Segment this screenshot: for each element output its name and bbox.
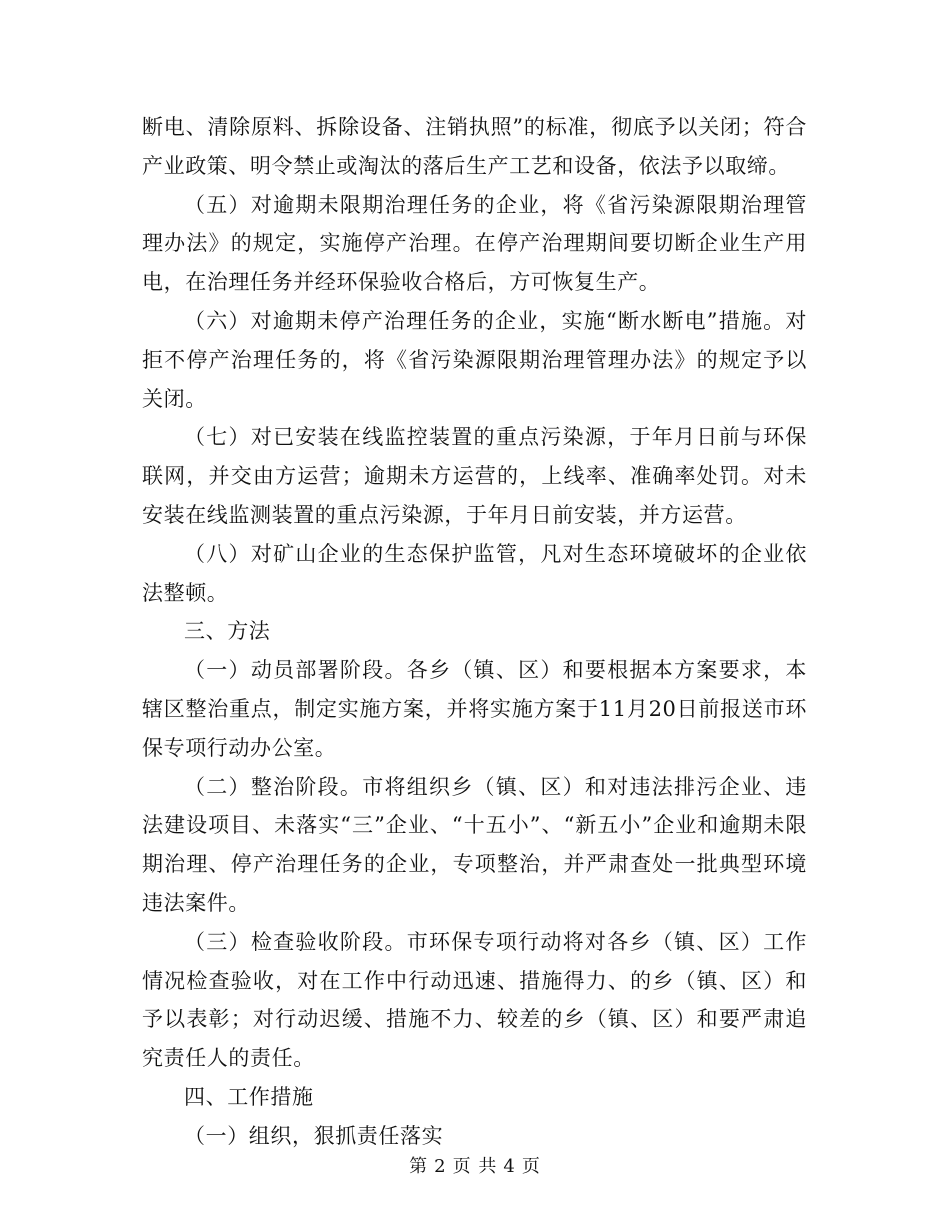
footer-middle: 页 共 <box>452 1156 498 1177</box>
paragraph: （二）整治阶段。市将组织乡（镇、区）和对违法排污企业、违法建设项目、未落实“三”企业、“十五小”、“新五小”企业和逾期未限期治理、停产治理任务的企业，专项整治，并严肃查处一批典型环境违法案件。 <box>142 774 807 915</box>
paragraph: （一）动员部署阶段。各乡（镇、区）和要根据本方案要求，本辖区整治重点，制定实施方案，并将实施方案于11月20日前报送市环保专项行动办公室。 <box>142 658 807 760</box>
paragraph: （三）检查验收阶段。市环保专项行动将对各乡（镇、区）工作情况检查验收，对在工作中行动迅速、措施得力、的乡（镇、区）和予以表彰；对行动迟缓、措施不力、较差的乡（镇、区）和要严肃追究责任人的责任。 <box>142 929 807 1071</box>
footer-prefix: 第 <box>409 1156 429 1177</box>
subsection-heading: （一）组织，狠抓责任落实 <box>184 1123 444 1148</box>
paragraph: （七）对已安装在线监控装置的重点污染源，于年月日前与环保联网，并交由方运营；逾期未方运营的，上线率、准确率处罚。对未安装在线监测装置的重点污染源，于年月日前安装，并方运营。 <box>142 425 807 527</box>
footer-suffix: 页 <box>521 1156 541 1177</box>
paragraph: （六）对逾期未停产治理任务的企业，实施“断水断电”措施。对拒不停产治理任务的，将《省污染源限期治理管理办法》的规定予以关闭。 <box>142 308 807 411</box>
paragraph: （五）对逾期未限期治理任务的企业，将《省污染源限期治理管理办法》的规定，实施停产治理。在停产治理期间要切断企业生产用电，在治理任务并经环保验收合格后，方可恢复生产。 <box>142 192 807 295</box>
paragraph: （八）对矿山企业的生态保护监管，凡对生态环境破坏的企业依法整顿。 <box>142 541 807 605</box>
document-body <box>142 108 807 1156</box>
footer-current-page: 2 <box>434 1156 447 1177</box>
section-heading: 四、工作措施 <box>184 1084 314 1109</box>
footer-total-pages: 4 <box>503 1156 516 1177</box>
section-heading: 三、方法 <box>184 619 271 644</box>
paragraph: 断电、清除原料、拆除设备、注销执照”的标准，彻底予以关闭；符合产业政策、明令禁止或淘汰的落后生产工艺和设备，依法予以取缔。 <box>142 115 807 178</box>
page-footer <box>0 1152 950 1178</box>
